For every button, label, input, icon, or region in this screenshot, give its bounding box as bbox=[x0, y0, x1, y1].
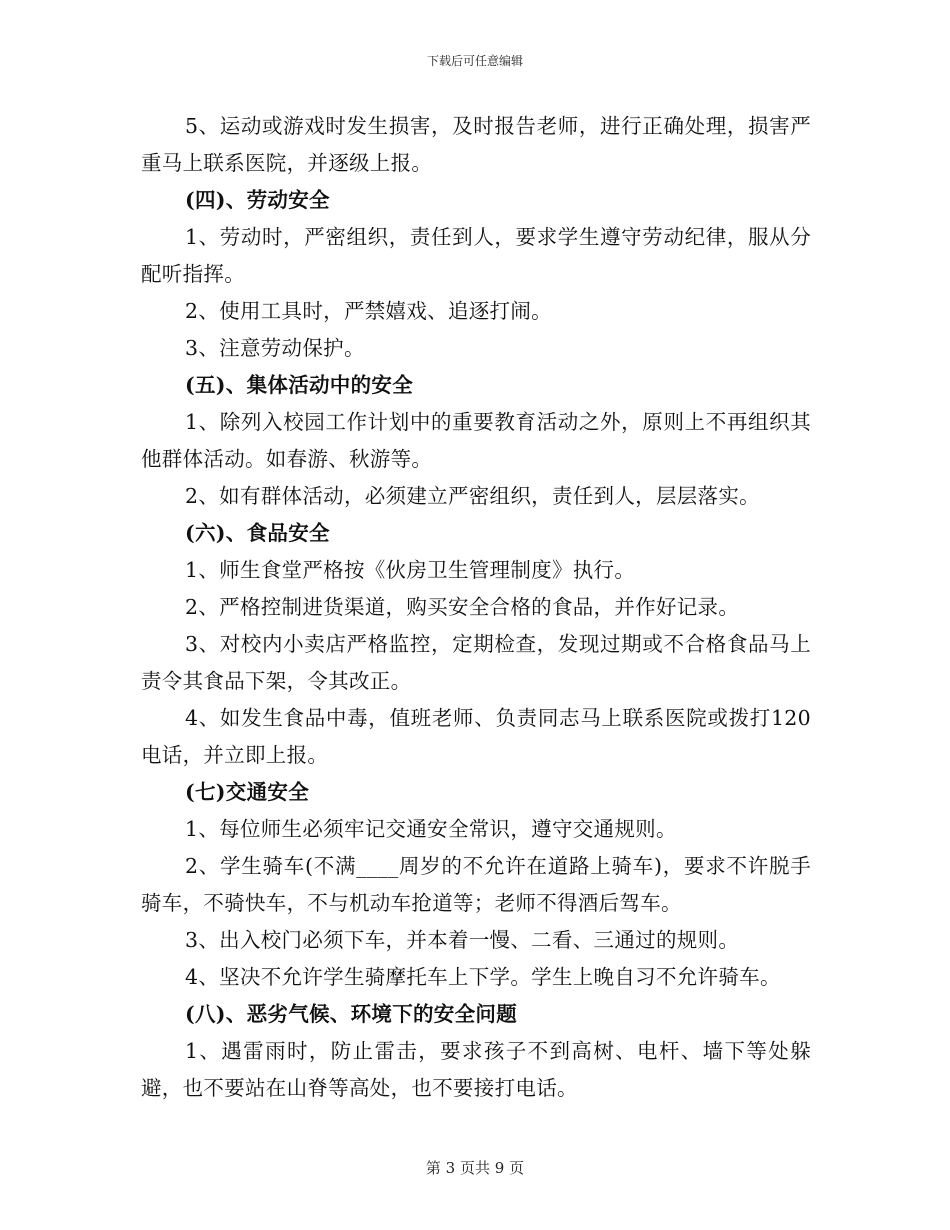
paragraph-store-inspection: 3、对校内小卖店严格监控，定期检查，发现过期或不合格食品马上责令其食品下架，令其改正。 bbox=[141, 632, 811, 693]
paragraph-activity-organization: 2、如有群体活动，必须建立严密组织，责任到人，层层落实。 bbox=[185, 484, 760, 508]
paragraph-bicycle-rules: 2、学生骑车(不满____周岁的不允许在道路上骑车)，要求不许脱手骑车，不骑快车，不与机动车抢道等；老师不得酒后驾车。 bbox=[141, 854, 811, 915]
heading-food-safety: (六)、食品安全 bbox=[185, 521, 330, 545]
paragraph-activity-limits: 1、除列入校园工作计划中的重要教育活动之外，原则上不再组织其他群体活动。如春游、秋游等。 bbox=[141, 410, 811, 471]
paragraph-labor-organization: 1、劳动时，严密组织，责任到人，要求学生遵守劳动纪律，服从分配听指挥。 bbox=[141, 225, 811, 286]
paragraph-injury-report: 5、运动或游戏时发生损害，及时报告老师，进行正确处理，损害严重马上联系医院，并逐级上报。 bbox=[141, 114, 811, 175]
document-body bbox=[141, 108, 811, 1107]
heading-traffic-safety: (七)交通安全 bbox=[185, 780, 309, 804]
paragraph-labor-protection: 3、注意劳动保护。 bbox=[185, 336, 365, 360]
paragraph-canteen-rules: 1、师生食堂严格按《伙房卫生管理制度》执行。 bbox=[185, 558, 636, 582]
heading-group-activity-safety: (五)、集体活动中的安全 bbox=[185, 373, 413, 397]
page-header: 下载后可任意编辑 bbox=[426, 54, 523, 68]
paragraph-traffic-knowledge: 1、每位师生必须牢记交通安全常识，遵守交通规则。 bbox=[185, 817, 677, 841]
page-footer: 第 3 页共 9 页 bbox=[425, 1159, 525, 1177]
paragraph-thunderstorm: 1、遇雷雨时，防止雷击，要求孩子不到高树、电杆、墙下等处躲避，也不要站在山脊等高处，也不要接打电话。 bbox=[141, 1039, 811, 1100]
paragraph-motorcycle-ban: 4、坚决不允许学生骑摩托车上下学。学生上晚自习不允许骑车。 bbox=[185, 965, 781, 989]
heading-weather-safety: (八)、恶劣气候、环境下的安全问题 bbox=[185, 1002, 517, 1026]
paragraph-purchase-channels: 2、严格控制进货渠道，购买安全合格的食品，并作好记录。 bbox=[185, 595, 740, 619]
paragraph-school-gate: 3、出入校门必须下车，并本着一慢、二看、三通过的规则。 bbox=[185, 928, 740, 952]
heading-labor-safety: (四)、劳动安全 bbox=[185, 188, 330, 212]
paragraph-tool-use: 2、使用工具时，严禁嬉戏、追逐打闹。 bbox=[185, 299, 552, 323]
paragraph-food-poisoning: 4、如发生食品中毒，值班老师、负责同志马上联系医院或拨打120电话，并立即上报。 bbox=[141, 706, 811, 767]
